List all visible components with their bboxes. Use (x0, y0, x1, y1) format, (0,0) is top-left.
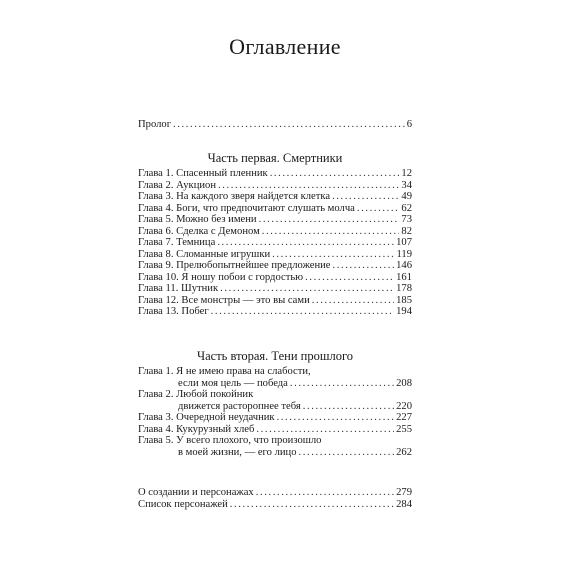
dot-leader (272, 249, 394, 261)
entry-page: 12 (401, 168, 412, 179)
entry-page: 73 (401, 214, 412, 225)
entry-page: 208 (396, 377, 412, 389)
toc-entry (138, 180, 412, 192)
toc-entry-line2 (138, 447, 412, 459)
dot-leader (290, 378, 394, 390)
entry-page: 185 (396, 294, 412, 306)
entry-page: 82 (401, 225, 412, 237)
dot-leader (277, 412, 395, 424)
entry-title: Пролог (138, 119, 172, 130)
toc-entry (138, 487, 412, 499)
toc-entry (138, 237, 412, 249)
dot-leader (333, 260, 395, 272)
entry-page: 62 (401, 202, 412, 214)
entry-title: Глава 2. Любой покойник (138, 389, 254, 400)
toc-entry-line2 (138, 401, 412, 413)
entry-title: Глава 2. Аукцион (138, 179, 216, 191)
toc-entry-line1 (138, 435, 412, 447)
part1-chapter-list (138, 168, 412, 318)
dot-leader (173, 119, 405, 131)
entry-title-continued: движется расторопнее тебя (178, 400, 301, 412)
toc-entry (138, 226, 412, 238)
part1-title: Часть первая. Смертники (207, 151, 343, 165)
toc-entry (138, 412, 412, 424)
part2-title: Часть вторая. Тени прошлого (196, 349, 354, 363)
entry-title: Глава 1. Я не имею права на слабости, (138, 366, 311, 377)
entry-title: Глава 3. На каждого зверя найдется клетка (138, 191, 331, 202)
entry-page: 6 (406, 119, 412, 130)
dot-leader (262, 226, 400, 238)
entry-page: 227 (396, 412, 412, 423)
entry-title: Глава 5. Можно без имени (138, 214, 257, 225)
dot-leader (303, 401, 394, 413)
toc-entry (138, 191, 412, 203)
entry-title: О создании и персонажах (138, 487, 254, 498)
dot-leader (230, 499, 394, 511)
toc-entry (138, 272, 412, 284)
toc-entry (138, 119, 412, 131)
dot-leader (218, 180, 399, 192)
entry-title: Глава 12. Все монстры — это вы сами (138, 294, 310, 306)
dot-leader (217, 237, 394, 249)
toc-prolog (138, 119, 412, 131)
entry-title: Глава 10. Я ношу побои с гордостью (138, 271, 304, 283)
dot-leader (299, 447, 395, 459)
entry-title: Глава 3. Очередной неудачник (138, 412, 275, 423)
appendix-list (138, 487, 412, 510)
entry-page: 255 (396, 423, 412, 435)
dot-leader (256, 487, 394, 499)
toc-entry (138, 168, 412, 180)
toc-entry (138, 203, 412, 215)
dot-leader (270, 168, 400, 180)
toc-entry-line1 (138, 389, 412, 401)
entry-title: Глава 6. Сделка с Демоном (138, 225, 260, 237)
toc-entry (138, 295, 412, 307)
entry-page: 34 (401, 179, 412, 191)
entry-page: 119 (396, 248, 412, 260)
entry-title: Глава 4. Боги, что предпочитают слушать молча (138, 202, 355, 214)
page-title: Оглавление (229, 34, 341, 59)
entry-page: 284 (396, 498, 412, 510)
entry-page: 220 (396, 400, 412, 412)
entry-page: 146 (396, 260, 412, 271)
entry-page: 194 (396, 306, 412, 317)
toc-entry-line2 (138, 378, 412, 390)
toc-entry-line1 (138, 366, 412, 378)
dot-leader (220, 283, 394, 295)
toc-entry (138, 499, 412, 511)
dot-leader (332, 191, 399, 203)
entry-page: 279 (396, 487, 412, 498)
entry-page: 49 (401, 191, 412, 202)
toc-entry (138, 214, 412, 226)
entry-title-continued: в моей жизни, — его лицо (178, 446, 297, 458)
dot-leader (256, 424, 394, 436)
part2-chapter-list (138, 366, 412, 458)
dot-leader (305, 272, 394, 284)
entry-title: Глава 9. Прелюбопытнейшее предложение (138, 260, 331, 271)
dot-leader (312, 295, 394, 307)
entry-title: Глава 1. Спасенный пленник (138, 168, 268, 179)
toc-entry (138, 249, 412, 261)
entry-title: Глава 8. Сломанные игрушки (138, 248, 271, 260)
entry-title-continued: если моя цель — победа (178, 377, 288, 389)
entry-title: Глава 11. Шутник (138, 283, 219, 294)
toc-entry (138, 260, 412, 272)
entry-title: Глава 5. У всего плохого, что произошло (138, 435, 322, 446)
toc-entry (138, 283, 412, 295)
entry-title: Глава 13. Побег (138, 306, 209, 317)
entry-title: Список персонажей (138, 498, 228, 510)
entry-title: Глава 7. Темница (138, 237, 216, 248)
dot-leader (357, 203, 400, 215)
dot-leader (259, 214, 400, 226)
toc-entry (138, 424, 412, 436)
entry-title: Глава 4. Кукурузный хлеб (138, 423, 255, 435)
toc-entry (138, 306, 412, 318)
entry-page: 178 (396, 283, 412, 294)
entry-page: 161 (396, 271, 412, 283)
dot-leader (211, 306, 394, 318)
entry-page: 262 (396, 446, 412, 458)
entry-page: 107 (396, 237, 412, 248)
